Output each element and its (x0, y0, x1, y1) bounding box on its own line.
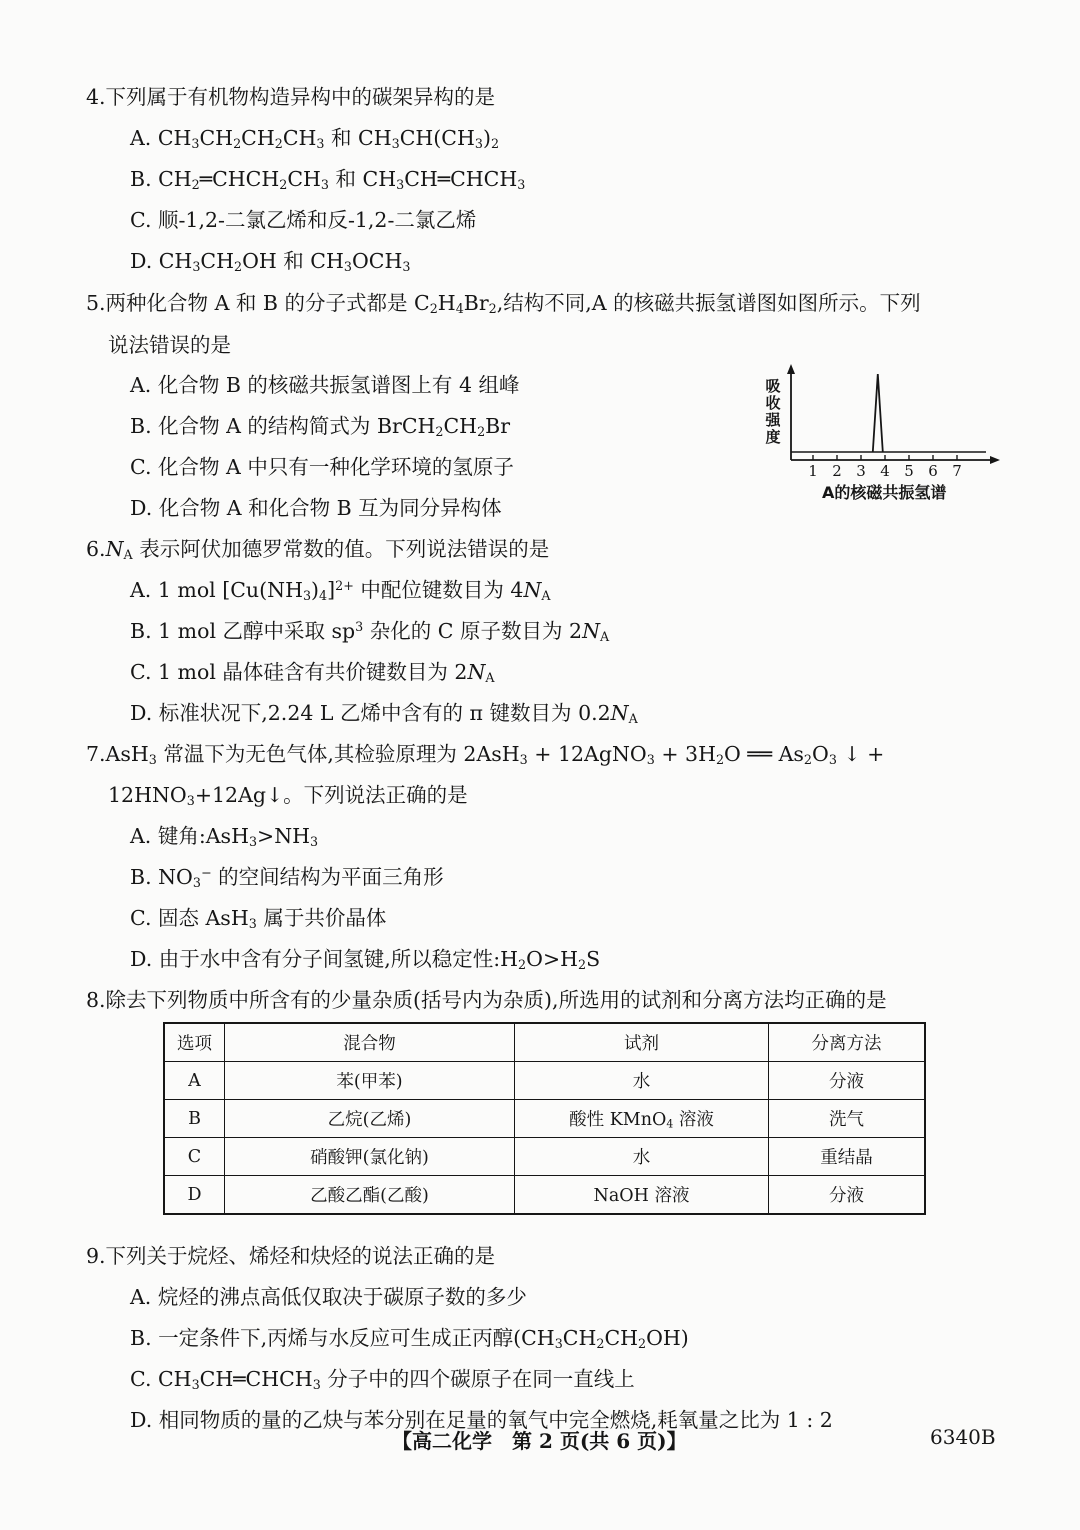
q5-stem-line1: 5.两种化合物 A 和 B 的分子式都是 $C_2H_4Br_2$,结构不同,A 的核磁共振氢谱图如图所示。下列 (86, 291, 921, 317)
q9-option-c: C. $CH_3CH═CHCH_3$ 分子中的四个碳原子在同一直线上 (130, 1367, 635, 1393)
q6-option-a: A. 1 mol $[Cu(NH_3)_4]^{2+}$ 中配位键数目为 $4N_A$ (130, 578, 551, 604)
table-header-cell: 分离方法 (769, 1023, 926, 1062)
table-cell: 苯(甲苯) (225, 1062, 515, 1100)
table-cell: 乙酸乙酯(乙酸) (225, 1176, 515, 1215)
nmr-tick-label: 3 (856, 462, 866, 480)
q9-option-d: D. 相同物质的量的乙炔与苯分别在足量的氧气中完全燃烧,耗氧量之比为 1 : 2 (130, 1408, 833, 1432)
q5-option-d: D. 化合物 A 和化合物 B 互为同分异构体 (130, 496, 502, 520)
q6-option-d: D. 标准状况下,2.24 L 乙烯中含有的 π 键数目为 $0.2N_A$ (130, 701, 638, 727)
table-cell: 分液 (769, 1062, 926, 1100)
table-cell: 重结晶 (769, 1138, 926, 1176)
table-cell: NaOH 溶液 (515, 1176, 769, 1215)
q9-option-a: A. 烷烃的沸点高低仅取决于碳原子数的多少 (130, 1285, 527, 1309)
q5-option-c: C. 化合物 A 中只有一种化学环境的氢原子 (130, 455, 514, 479)
q4-option-d: D. $CH_3CH_2OH$ 和 $CH_3OCH_3$ (130, 249, 411, 275)
q7-option-d: D. 由于水中含有分子间氢键,所以稳定性$:H_2O>H_2S$ (130, 947, 601, 973)
table-row (164, 1176, 925, 1215)
table-cell: 分液 (769, 1176, 926, 1215)
table-row (164, 1138, 925, 1176)
table-row (164, 1062, 925, 1100)
nmr-y-axis-arrow (787, 364, 795, 374)
q8-table (163, 1022, 926, 1215)
nmr-caption: A的核磁共振氢谱 (822, 483, 947, 502)
table-header-cell: 选项 (164, 1023, 225, 1062)
nmr-tick-label: 4 (880, 462, 890, 480)
table-header-cell: 试剂 (515, 1023, 769, 1062)
q4-option-a: A. $CH_3CH_2CH_2CH_3$ 和 $CH_3CH(CH_3)_2$ (130, 126, 500, 152)
q4-stem: 4.下列属于有机物构造异构中的碳架异构的是 (86, 85, 496, 109)
nmr-tick-label: 5 (904, 462, 914, 480)
table-cell: A (164, 1062, 225, 1100)
nmr-tick-label: 1 (808, 462, 818, 480)
q9-option-b: B. 一定条件下,丙烯与水反应可生成正丙醇$(CH_3CH_2CH_2OH)$ (130, 1326, 689, 1352)
table-cell: C (164, 1138, 225, 1176)
table-cell: 水 (515, 1138, 769, 1176)
q4-option-b: B. $CH_2═CHCH_2CH_3$ 和 $CH_3CH═CHCH_3$ (130, 167, 526, 193)
table-cell: 酸性 KMnO$_4$ 溶液 (515, 1100, 769, 1138)
q6-option-c: C. 1 mol 晶体硅含有共价键数目为 $2N_A$ (130, 660, 495, 686)
q7-stem-line1: 7.AsH$_3$ 常温下为无色气体,其检验原理为 2AsH$_3$ + 12AgNO$_3$ + $3H_2O$ ══ $As_2O_3$ ↓ + (86, 742, 885, 768)
q5-option-b: B. 化合物 A 的结构简式为 $BrCH_2CH_2Br$ (130, 414, 511, 440)
nmr-tick-label: 2 (832, 462, 842, 480)
q8-stem: 8.除去下列物质中所含有的少量杂质(括号内为杂质),所选用的试剂和分离方法均正确的是 (86, 988, 887, 1012)
table-cell: 洗气 (769, 1100, 926, 1138)
q5-option-a: A. 化合物 B 的核磁共振氢谱图上有 4 组峰 (130, 373, 520, 397)
table-cell: D (164, 1176, 225, 1215)
q7-option-b: B. $NO_3^-$ 的空间结构为平面三角形 (130, 865, 444, 891)
q7-option-c: C. 固态 AsH$_3$ 属于共价晶体 (130, 906, 387, 932)
nmr-tick-label: 6 (928, 462, 938, 480)
q6-option-b: B. 1 mol 乙醇中采取 $sp^3$ 杂化的 C 原子数目为 $2N_A$ (130, 619, 610, 645)
table-header-row (164, 1023, 925, 1062)
table-cell: 乙烷(乙烯) (225, 1100, 515, 1138)
page-footer: 【高二化学 第 2 页(共 6 页)】 (392, 1429, 687, 1453)
nmr-y-label: 吸收强度 (765, 377, 781, 446)
q7-option-a: A. 键角$:AsH_3>NH_3$ (130, 824, 319, 850)
nmr-x-axis-arrow (990, 456, 1000, 464)
nmr-peak (873, 374, 883, 452)
q4-option-c: C. 顺-1,2-二氯乙烯和反-1,2-二氯乙烯 (130, 208, 477, 232)
nmr-tick-label: 7 (952, 462, 962, 480)
q9-stem: 9.下列关于烷烃、烯烃和炔烃的说法正确的是 (86, 1244, 496, 1268)
nmr-spectrum-figure (760, 360, 1010, 510)
q6-stem: $6.N_A$ 表示阿伏加德罗常数的值。下列说法错误的是 (86, 537, 550, 563)
table-row (164, 1100, 925, 1138)
table-cell: 水 (515, 1062, 769, 1100)
q5-stem-line2: 说法错误的是 (108, 333, 231, 357)
table-cell: B (164, 1100, 225, 1138)
table-cell: 硝酸钾(氯化钠) (225, 1138, 515, 1176)
paper-code: 6340B (930, 1425, 996, 1449)
q7-stem-line2: $12HNO_3+12Ag↓$。下列说法正确的是 (108, 783, 468, 809)
table-header-cell: 混合物 (225, 1023, 515, 1062)
